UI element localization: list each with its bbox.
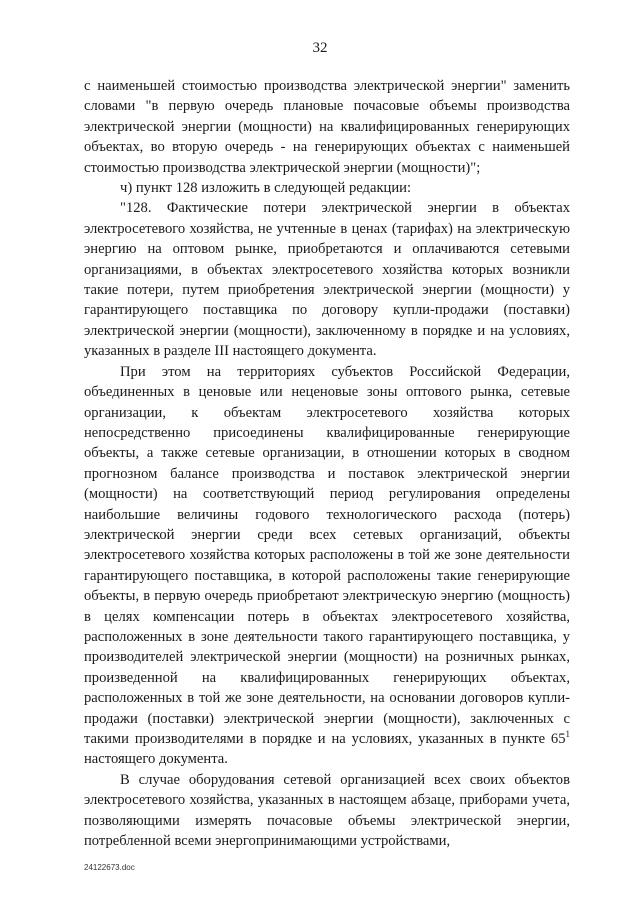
page-number: 32 <box>312 40 328 56</box>
paragraph-losses-end: настоящего документа. <box>84 751 228 768</box>
paragraph-metering: В случае оборудования сетевой организацией всех своих объектов электросетевого хозяйства, указанных в настоящем абзаце, приборами учета, позволяющими измерять почасовые объемы электрической энергии, потребленной всеми энергопринимающими устройствами, <box>84 771 570 850</box>
paragraph-continuation: с наименьшей стоимостью производства электрической энергии" заменить словами "в первую очередь плановые почасовые объемы производства электрической энергии (мощности) на квалифицированных генерирующих объектах, во вторую очередь - на генерирующих объектах с наименьшей стоимостью производства электрической энергии (мощности)"; <box>84 78 570 176</box>
superscript-1: 1 <box>565 729 570 740</box>
paragraph-losses-purchase <box>84 362 570 770</box>
document-body <box>84 76 570 851</box>
paragraph-item-ch: ч) пункт 128 изложить в следующей редакции: <box>120 180 412 197</box>
paragraph-clause-128: "128. Фактические потери электрической энергии в объектах электросетевого хозяйства, не учтенные в ценах (тарифах) на электрическую энергию на оптовом рынке, приобретаются и оплачиваются сетевыми организациями, в объектах электросетевого хозяйства которых возникли такие потери, путем приобретения электрической энергии (мощности) у гарантирующего поставщика по договору купли-продажи (поставки) электрической энергии (мощности), заключенному в порядке и на условиях, указанных в разделе III настоящего документа. <box>84 200 570 360</box>
paragraph-losses-text: При этом на территориях субъектов Российской Федерации, объединенных в ценовые или неценовые зоны оптового рынка, сетевые организации, к объектам электросетевого хозяйства которых непосредственно присоединены квалифицированные генерирующие объекты, а также сетевые организации, в отношении которых в сводном прогнозном балансе производства и поставок электрической энергии (мощности) на соответствующий период регулирования определены наибольшие величины годового технологического расхода (потерь) электрической энергии среди всех сетевых организаций, объекты электросетевого хозяйства которых расположены в той же зоне деятельности гарантирующего поставщика, в которой расположены такие генерирующие объекты, в первую очередь приобретают электрическую энергию (мощность) в целях компенсации потерь в объектах электросетевого хозяйства, расположенных в зоне деятельности такого гарантирующего поставщика, у производителей электрической энергии (мощности) на розничных рынках, произведенной на квалифицированных генерирующих объектах, расположенных в той же зоне деятельности, на основании договоров купли-продажи (поставки) электрической энергии (мощности), заключенных с такими производителями в порядке и на условиях, указанных в пункте 65 <box>84 363 570 747</box>
file-name-footer: 24122673.doc <box>84 863 135 872</box>
